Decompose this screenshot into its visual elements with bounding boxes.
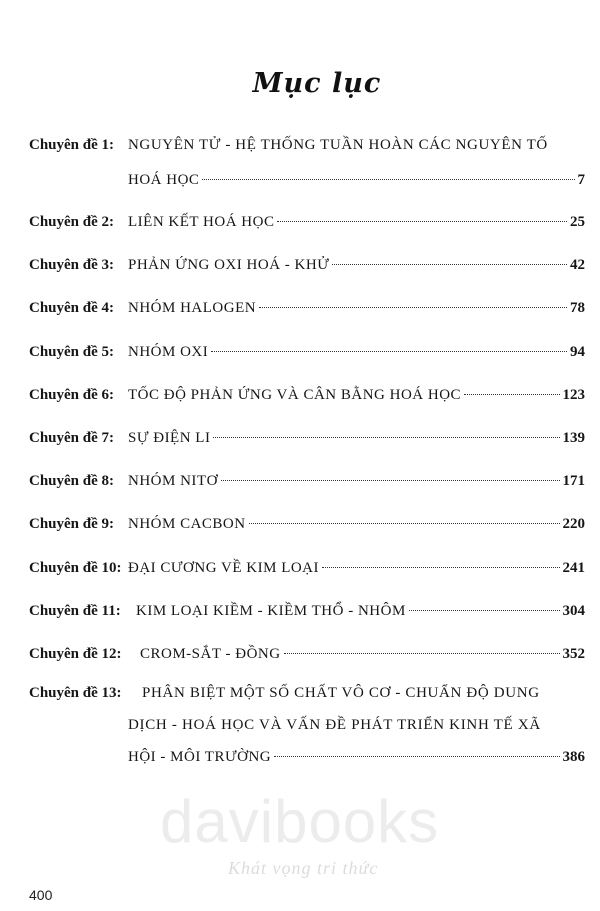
toc-entry-title: KIM LOẠI KIỀM - KIỀM THỔ - NHÔM [136,603,406,619]
dot-leader [464,394,559,395]
dot-leader [202,179,574,180]
toc-entry-1[interactable] [29,137,585,192]
dot-leader [284,653,560,654]
toc-entry-label: Chuyên đề 7: [29,430,115,446]
toc-entry-label: Chuyên đề 4: [29,300,115,316]
toc-entry-page: 386 [562,749,585,765]
dot-leader [213,437,559,438]
toc-entry-12[interactable] [29,646,585,666]
toc-entry-7[interactable] [29,430,585,450]
toc-entry-page: 304 [562,603,585,619]
toc-entry-page: 352 [562,646,585,662]
toc-entry-page: 220 [562,516,585,532]
dot-leader [409,610,560,611]
dot-leader [211,351,567,352]
toc-entry-label: Chuyên đề 12: [29,646,122,662]
page-title: Mục lục [252,68,382,99]
watermark-logo: davibooks [160,788,440,855]
dot-leader [332,264,567,265]
toc-entry-page: 123 [562,387,585,403]
toc-entry-13[interactable] [29,685,585,769]
toc-entry-title: NHÓM OXI [128,344,209,360]
toc-entry-8[interactable] [29,473,585,493]
dot-leader [221,480,560,481]
dot-leader [322,567,559,568]
toc-entry-6[interactable] [29,387,585,407]
toc-entry-label: Chuyên đề 8: [29,473,115,489]
toc-entry-title: NHÓM CACBON [128,516,246,532]
toc-entry-title: LIÊN KẾT HOÁ HỌC [128,214,275,230]
toc-entry-10[interactable] [29,560,585,580]
toc-entry-title: CROM-SẮT - ĐỒNG [140,646,281,662]
toc-entry-label: Chuyên đề 9: [29,516,115,532]
toc-entry-title: NGUYÊN TỬ - HỆ THỐNG TUẦN HOÀN CÁC NGUYÊN TỐ [128,137,548,153]
watermark-tagline: Khát vọng tri thức [228,858,379,878]
toc-entry-label: Chuyên đề 10: [29,560,122,576]
dot-leader [277,221,567,222]
toc-entry-title: PHẢN ỨNG OXI HOÁ - KHỬ [128,257,330,273]
toc-entry-page: 78 [570,300,585,316]
toc-entry-label: Chuyên đề 6: [29,387,115,403]
toc-entry-11[interactable] [29,603,585,623]
toc-entry-title: NHÓM HALOGEN [128,300,257,316]
toc-entry-label: Chuyên đề 2: [29,214,115,230]
toc-entry-9[interactable] [29,516,585,536]
page-number: 400 [29,887,53,903]
toc-entry-label: Chuyên đề 13: [29,685,122,701]
toc-entry-label: Chuyên đề 3: [29,257,115,273]
toc-entry-page: 25 [570,214,585,230]
dot-leader [259,307,567,308]
toc-entry-page: 42 [570,257,585,273]
toc-entry-2[interactable] [29,214,585,234]
toc-entry-label: Chuyên đề 5: [29,344,115,360]
toc-entry-page: 171 [562,473,585,489]
toc-entry-title-cont: HỘI - MÔI TRƯỜNG [128,749,272,765]
toc-entry-4[interactable] [29,300,585,320]
toc-entry-title-cont: DỊCH - HOÁ HỌC VÀ VẤN ĐỀ PHÁT TRIỂN KINH TẾ XÃ [128,717,541,733]
toc-entry-page: 7 [577,172,585,188]
toc-entry-5[interactable] [29,344,585,364]
toc-entry-title: PHÂN BIỆT MỘT SỐ CHẤT VÔ CƠ - CHUẨN ĐỘ DUNG [142,685,540,701]
dot-leader [249,523,560,524]
toc-entry-title: ĐẠI CƯƠNG VỀ KIM LOẠI [128,560,320,576]
toc-entry-page: 94 [570,344,585,360]
toc-entry-title: NHÓM NITƠ [128,473,218,489]
toc-entry-title: TỐC ĐỘ PHẢN ỨNG VÀ CÂN BẰNG HOÁ HỌC [128,387,462,403]
toc-entry-label: Chuyên đề 1: [29,137,115,153]
toc-entry-title-cont: HOÁ HỌC [128,172,200,188]
toc-entry-page: 241 [562,560,585,576]
toc-entry-3[interactable] [29,257,585,277]
dot-leader [274,756,559,757]
toc-entry-title: SỰ ĐIỆN LI [128,430,211,446]
toc-entry-page: 139 [562,430,585,446]
toc-entry-label: Chuyên đề 11: [29,603,121,619]
